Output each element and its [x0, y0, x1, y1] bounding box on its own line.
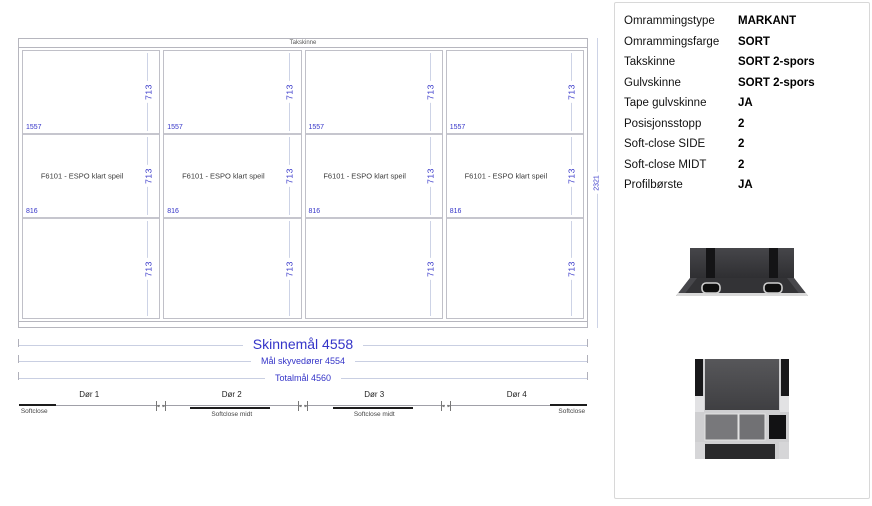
door-overlap-icon [155, 401, 167, 411]
door-label: Dør 4 [506, 390, 527, 399]
spec-label: Omrammingsfarge [624, 35, 720, 48]
skinnemaal-label: Skinnemål 4558 [243, 336, 363, 353]
dimension-end-tick [18, 355, 19, 363]
glass-panel-label: F6101 - ESPO klart speil [182, 171, 265, 181]
door-panel-2 [163, 50, 301, 319]
skinnemaal-dimension [18, 336, 588, 353]
door-panel-4 [446, 50, 584, 319]
door-travel-line [304, 405, 445, 406]
spec-value: SORT 2-spors [738, 76, 815, 89]
spec-row-gulvskinne [624, 73, 869, 94]
softclose-segment [190, 407, 270, 409]
door1-bottom-section [23, 219, 159, 318]
softclose-label: Softclose midt [353, 411, 395, 418]
height-dim-label: 713 [143, 258, 153, 280]
floor-rail-profile-photo [676, 244, 808, 302]
height-dim-label: 713 [426, 258, 436, 280]
height-dim-label: 713 [567, 165, 577, 187]
softclose-segment [550, 404, 587, 406]
spec-value: SORT [738, 35, 770, 48]
softclose-schematic [18, 390, 588, 420]
door2-top-section [164, 51, 300, 133]
glass-panel-label: F6101 - ESPO klart speil [464, 171, 548, 181]
total-height-dim-label: 2321 [594, 172, 601, 194]
door1-top-section [23, 51, 159, 133]
height-dim-label: 713 [143, 81, 153, 103]
door2-mid-section [164, 135, 300, 217]
spec-label: Gulvskinne [624, 76, 681, 89]
spec-row-tape-gulvskinne [624, 93, 869, 114]
ceiling-rail-profile-photo [689, 359, 795, 459]
door3-bottom-section [306, 219, 442, 318]
door2-bottom-section [164, 219, 300, 318]
schematic-door-2 [161, 390, 304, 420]
spec-row-profilboerste [624, 175, 869, 196]
height-dim-label: 713 [285, 165, 295, 187]
width-dimensions [18, 336, 588, 388]
door-overlap-icon [297, 401, 309, 411]
softclose-segment [333, 407, 413, 409]
takskinne-label: Takskinne [289, 40, 317, 46]
door1-mid-section [23, 135, 159, 217]
door4-bottom-section [447, 219, 583, 318]
door-label: Dør 2 [221, 390, 242, 399]
height-dim-label: 713 [426, 165, 436, 187]
spec-value: 2 [738, 158, 745, 171]
dimension-end-tick [587, 355, 588, 363]
door-overlap-icon [440, 401, 452, 411]
height-dim-label: 713 [285, 81, 295, 103]
spec-list [615, 3, 869, 196]
door-travel-line [162, 405, 303, 406]
width-dim-label: 816 [308, 208, 321, 215]
dimension-end-tick [18, 339, 19, 347]
spec-label: Omrammingstype [624, 15, 715, 28]
height-dim-label: 713 [567, 258, 577, 280]
width-dim-label: 816 [449, 208, 462, 215]
width-dim-label: 1557 [167, 124, 183, 131]
totalmaal-dimension [18, 372, 588, 384]
door-elevation-frame [18, 38, 588, 328]
door3-top-section [306, 51, 442, 133]
skyvedoerer-label: Mål skyvedører 4554 [251, 355, 355, 367]
glass-panel-label: F6101 - ESPO klart speil [323, 171, 406, 181]
spec-label: Tape gulvskinne [624, 97, 707, 110]
softclose-label: Softclose [20, 408, 48, 415]
width-dim-label: 1557 [449, 124, 466, 131]
spec-value: JA [738, 179, 753, 192]
spec-row-takskinne [624, 52, 869, 73]
softclose-segment [19, 404, 56, 406]
height-dim-label: 713 [567, 81, 577, 103]
door-panel-1 [22, 50, 160, 319]
spec-row-omrammingsfarge [624, 32, 869, 53]
spec-label: Profilbørste [624, 179, 683, 192]
softclose-label: Softclose midt [211, 411, 253, 418]
spec-row-softclose-midt [624, 155, 869, 176]
takskinne-band [19, 39, 587, 48]
schematic-door-4 [446, 390, 589, 420]
schematic-door-1 [18, 390, 161, 420]
totalmaal-label: Totalmål 4560 [265, 372, 341, 384]
specification-panel [614, 2, 870, 499]
door-label: Dør 1 [79, 390, 100, 399]
dimension-end-tick [18, 372, 19, 380]
door4-top-section [447, 51, 583, 133]
door4-mid-section [447, 135, 583, 217]
width-dim-label: 1557 [26, 124, 42, 131]
spec-label: Posisjonsstopp [624, 117, 702, 130]
door3-mid-section [306, 135, 442, 217]
width-dim-label: 816 [167, 208, 179, 215]
spec-value: 2 [738, 117, 745, 130]
spec-row-omrammingstype [624, 11, 869, 32]
doors-row [19, 48, 587, 321]
schematic-door-3 [303, 390, 446, 420]
height-dim-label: 713 [426, 81, 436, 103]
spec-value: SORT 2-spors [738, 56, 815, 69]
door-label: Dør 3 [364, 390, 385, 399]
skyvedoerer-dimension [18, 355, 588, 367]
glass-panel-label: F6101 - ESPO klart speil [40, 171, 124, 181]
height-dim-label: 713 [143, 165, 153, 187]
spec-row-softclose-side [624, 134, 869, 155]
spec-value: JA [738, 97, 753, 110]
door-panel-3 [305, 50, 443, 319]
dimension-end-tick [587, 372, 588, 380]
height-dim-label: 713 [285, 258, 295, 280]
gulvskinne-band [19, 321, 587, 327]
total-height-dimension [592, 38, 604, 328]
spec-row-posisjonsstopp [624, 114, 869, 135]
spec-label: Soft-close MIDT [624, 158, 707, 171]
spec-label: Soft-close SIDE [624, 138, 706, 151]
dimension-end-tick [587, 339, 588, 347]
width-dim-label: 1557 [308, 124, 325, 131]
width-dim-label: 816 [26, 208, 38, 215]
spec-label: Takskinne [624, 56, 676, 69]
softclose-label: Softclose [558, 408, 586, 415]
spec-value: MARKANT [738, 15, 797, 28]
spec-value: 2 [738, 138, 745, 151]
